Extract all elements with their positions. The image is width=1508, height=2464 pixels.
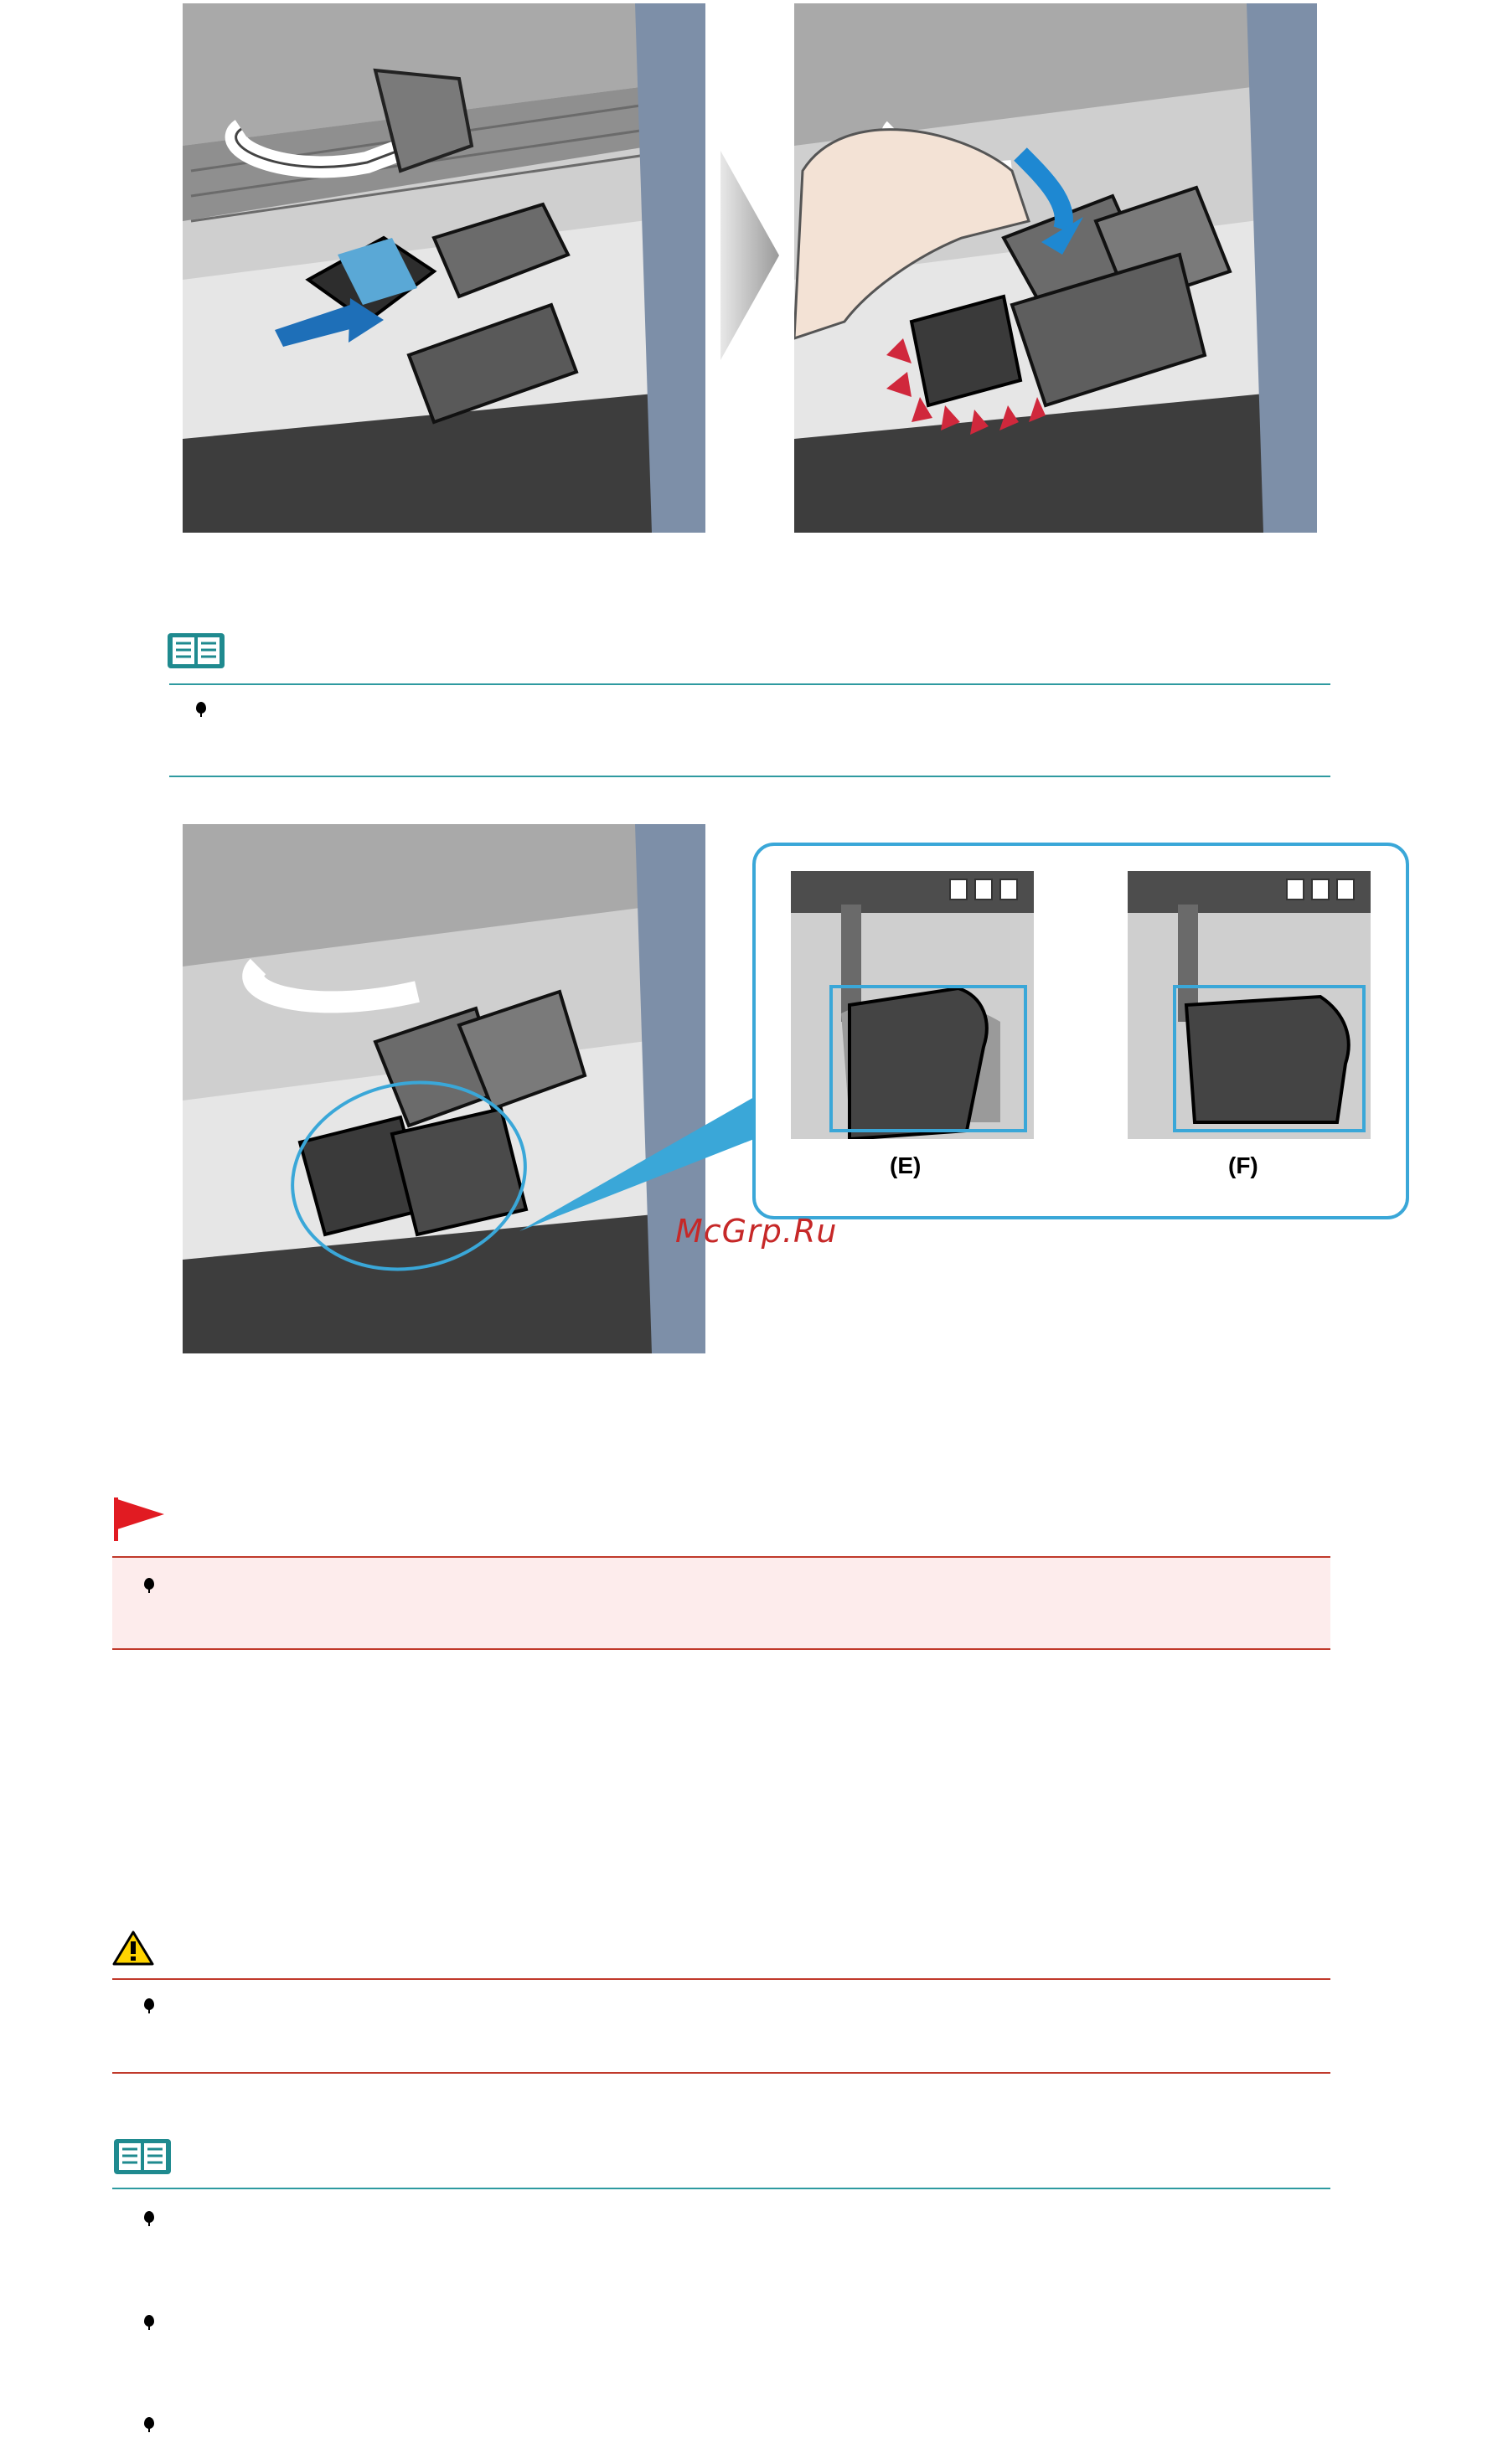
note-top-rule: [112, 2188, 1330, 2189]
bullet-icon: [144, 1998, 154, 2010]
note-top-rule: [169, 683, 1330, 685]
bullet-icon: [144, 1578, 154, 1590]
warning-triangle-icon: [112, 1930, 154, 1967]
label-f: (F): [1228, 1152, 1258, 1178]
photo-close-lock-lever: [794, 3, 1317, 533]
note-book-icon: [166, 630, 226, 672]
red-flag-icon: [112, 1496, 166, 1543]
bullet-icon: [144, 2417, 154, 2429]
label-e: (E): [890, 1152, 922, 1178]
note-book-icon: [112, 2136, 173, 2178]
note-bottom-rule: [169, 776, 1330, 777]
caution-bottom-rule: [112, 2072, 1330, 2074]
bullet-icon: [144, 2315, 154, 2327]
detail-image-e: [791, 871, 1034, 1139]
bullet-icon: [144, 2211, 154, 2223]
watermark: McGrp.Ru: [675, 1213, 838, 1250]
caution-top-rule: [112, 1978, 1330, 1980]
important-box: [112, 1556, 1330, 1650]
next-step-arrow: [720, 151, 779, 360]
photo-insert-cartridge: [183, 3, 705, 533]
detail-image-f: [1128, 871, 1371, 1139]
bullet-icon: [196, 702, 206, 714]
